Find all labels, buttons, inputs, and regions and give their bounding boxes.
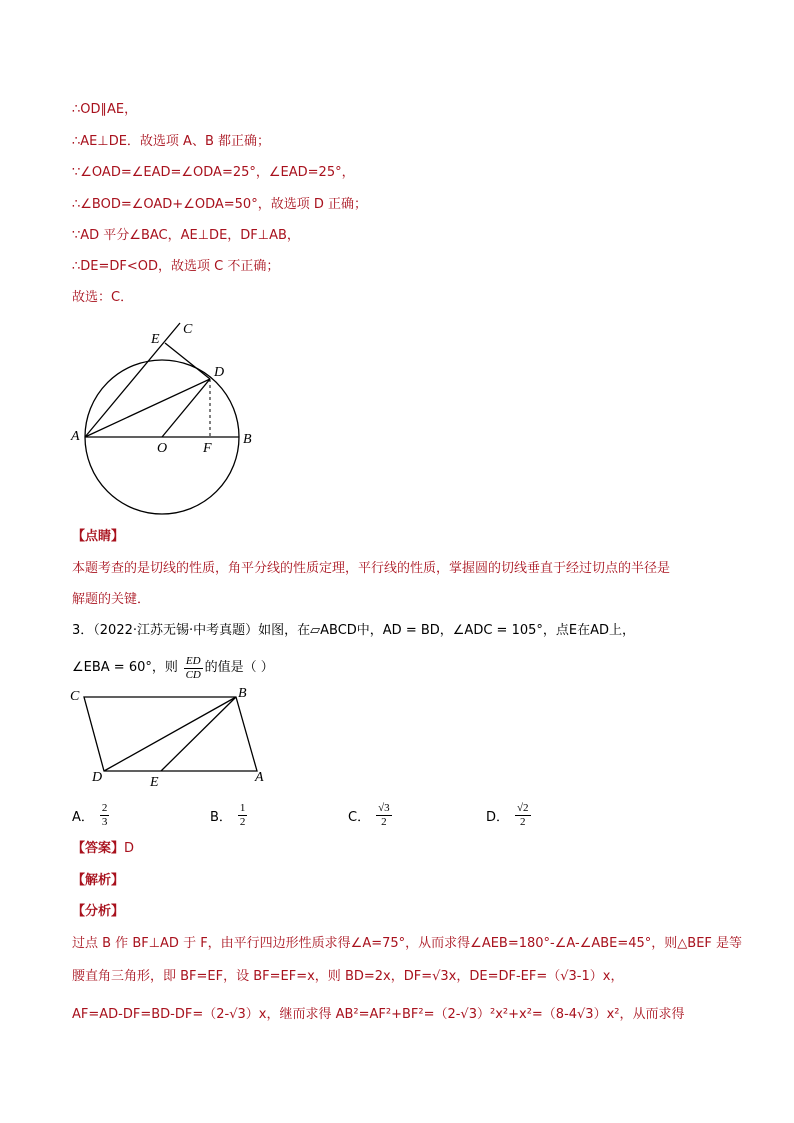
option-a-letter: A．	[72, 809, 94, 825]
keypoint-text-2: 解题的关键．	[72, 592, 151, 607]
answer-value: D	[124, 841, 135, 856]
question-fraction	[184, 655, 203, 682]
option-c-den: 2	[381, 815, 387, 828]
label-o: O	[157, 441, 168, 456]
option-b-den: 2	[239, 815, 246, 828]
segment-bd	[104, 697, 236, 771]
segment-ad	[85, 379, 210, 437]
option-b-letter: B．	[210, 809, 232, 825]
question-suffix: 的值是（ ）	[204, 660, 274, 675]
option-a-fraction	[100, 802, 110, 829]
option-a-num: 2	[101, 801, 108, 814]
solution-line-7: 故选：C．	[72, 290, 134, 305]
solution-line-4: ∴∠BOD=∠OAD+∠ODA=50°，故选项 D 正确；	[72, 197, 367, 212]
label-e2: E	[150, 775, 159, 790]
label-b2: B	[238, 686, 247, 701]
analysis-line-3: AF=AD-DF=BD-DF=（2-√3）x，继而求得 AB²=AF²+BF²=（2-√3）²x²+x²=（8-4√3）x²，从而求得	[72, 1007, 685, 1022]
analysis-heading: 【解析】	[72, 873, 125, 888]
solution-line-5: ∵AD 平分∠BAC，AE⊥DE，DF⊥AB，	[72, 228, 300, 243]
option-d-letter: D．	[486, 809, 510, 825]
answer-heading: 【答案】	[72, 841, 125, 856]
question-line-1: 3．（2022·江苏无锡·中考真题）如图，在▱ABCD中，AD = BD，∠ADC = 105°，点E在AD上，	[72, 623, 635, 638]
label-d2: D	[92, 770, 103, 785]
option-d-fraction	[515, 802, 531, 829]
question-line-2	[72, 651, 274, 685]
solution-line-3: ∵∠OAD=∠EAD=∠ODA=25°，∠EAD=25°，	[72, 165, 355, 180]
option-b[interactable]	[210, 798, 247, 832]
option-a-den: 3	[101, 815, 108, 828]
label-a: A	[71, 429, 80, 444]
label-a2: A	[255, 770, 264, 785]
option-b-fraction	[238, 802, 248, 829]
analysis-line-2: 腰直角三角形，即 BF=EF，设 BF=EF=x，则 BD=2x，DF=√3x，DE=DF-EF=（√3-1）x，	[72, 969, 624, 984]
question-prefix: ∠EBA = 60°，则	[72, 660, 178, 675]
option-c-letter: C．	[348, 809, 371, 825]
keypoint-text-1: 本题考查的是切线的性质，角平分线的性质定理，平行线的性质，掌握圆的切线垂直于经过切点的半径是	[72, 561, 671, 576]
segment-be	[161, 697, 236, 771]
label-b: B	[243, 432, 252, 447]
option-c-num: √3	[378, 801, 390, 814]
parallelogram-figure	[64, 684, 284, 790]
option-b-num: 1	[239, 801, 246, 814]
solution-line-2: ∴AE⊥DE．故选项 A、B 都正确；	[72, 134, 271, 149]
option-c[interactable]	[348, 798, 392, 832]
option-d-num: √2	[517, 801, 529, 814]
keypoint-heading: 【点睛】	[72, 529, 125, 544]
circle-figure	[66, 316, 266, 526]
label-c: C	[183, 322, 193, 337]
fraction-numerator: ED	[185, 654, 201, 667]
fraction-denominator: CD	[185, 668, 201, 681]
solution-line-6: ∴DE=DF<OD，故选项 C 不正确；	[72, 259, 280, 274]
solution-line-1: ∴OD∥AE，	[72, 102, 138, 117]
option-d[interactable]	[486, 798, 531, 832]
option-a[interactable]	[72, 798, 109, 832]
label-d: D	[214, 365, 225, 380]
label-f: F	[203, 441, 212, 456]
label-e: E	[151, 332, 160, 347]
option-c-fraction	[376, 802, 392, 829]
fenxi-heading: 【分析】	[72, 904, 125, 919]
answer-line	[72, 840, 134, 858]
segment-od	[162, 379, 210, 437]
option-d-den: 2	[520, 815, 526, 828]
analysis-line-1: 过点 B 作 BF⊥AD 于 F，由平行四边形性质求得∠A=75°，从而求得∠AEB=180°-∠A-∠ABE=45°，则△BEF 是等	[72, 936, 743, 951]
label-c2: C	[70, 689, 80, 704]
ray-ac	[85, 323, 180, 437]
